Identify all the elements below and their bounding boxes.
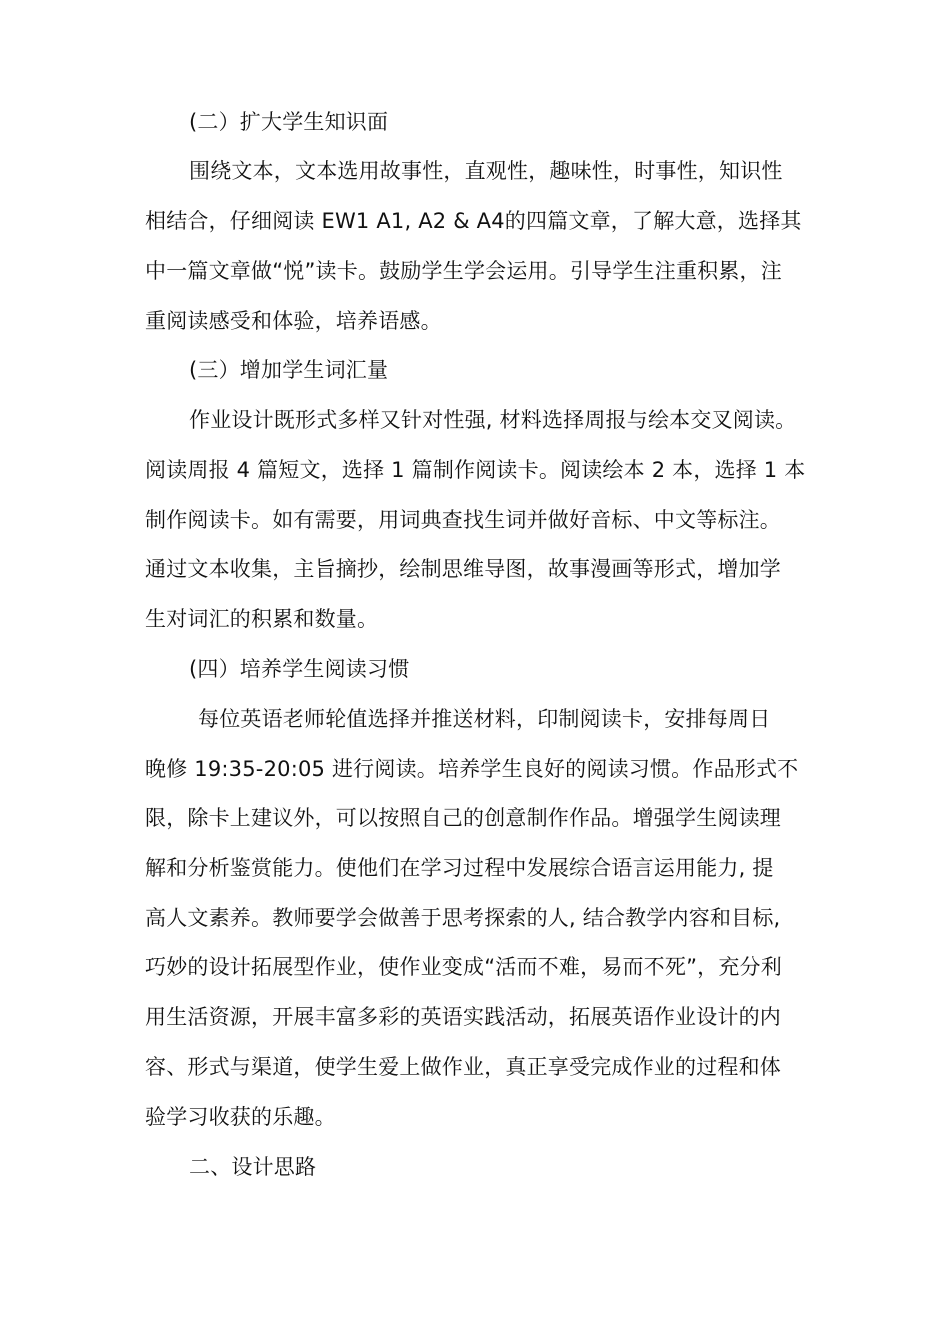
paragraph-line: 解和分析鉴赏能力。使他们在学习过程中发展综合语言运用能力, 提 xyxy=(145,856,774,880)
paragraph-line: 巧妙的设计拓展型作业，使作业变成“活而不难，易而不死”，充分利 xyxy=(145,955,782,979)
paragraph-line: 每位英语老师轮值选择并推送材料，印制阅读卡，安排每周日 xyxy=(198,707,771,731)
paragraph-line: 限，除卡上建议外，可以按照自己的创意制作作品。增强学生阅读理 xyxy=(145,806,781,830)
paragraph-line: 验学习收获的乐趣。 xyxy=(145,1105,336,1129)
paragraph-line: 相结合，仔细阅读 EW1 A1, A2 & A4的四篇文章，了解大意，选择其 xyxy=(145,209,802,233)
section-heading-2: (二）扩大学生知识面 xyxy=(189,110,389,134)
paragraph-line: 通过文本收集，主旨摘抄，绘制思维导图，故事漫画等形式，增加学 xyxy=(145,557,781,581)
paragraph-line: 容、形式与渠道，使学生爱上做作业，真正享受完成作业的过程和体 xyxy=(145,1055,781,1079)
paragraph-line: 生对词汇的积累和数量。 xyxy=(145,607,379,631)
section-heading-4: (四）培养学生阅读习惯 xyxy=(189,657,410,681)
paragraph-line: 中一篇文章做“悦”读卡。鼓励学生学会运用。引导学生注重积累，注 xyxy=(145,259,782,283)
paragraph-line: 阅读周报 4 篇短文，选择 1 篇制作阅读卡。阅读绘本 2 本，选择 1 本 xyxy=(145,458,806,482)
paragraph-line: 围绕文本，文本选用故事性，直观性，趣味性，时事性，知识性 xyxy=(189,159,783,183)
paragraph-line: 晚修 19:35-20:05 进行阅读。培养学生良好的阅读习惯。作品形式不 xyxy=(145,757,799,781)
section-heading-3: (三）增加学生词汇量 xyxy=(189,358,389,382)
paragraph-line: 用生活资源，开展丰富多彩的英语实践活动，拓展英语作业设计的内 xyxy=(145,1005,781,1029)
section-heading-design-ideas: 二、设计思路 xyxy=(189,1155,317,1179)
paragraph-line: 制作阅读卡。如有需要，用词典查找生词并做好音标、中文等标注。 xyxy=(145,508,781,532)
paragraph-line: 作业设计既形式多样又针对性强, 材料选择周报与绘本交叉阅读。 xyxy=(189,408,797,432)
paragraph-line: 高人文素养。教师要学会做善于思考探索的人, 结合教学内容和目标, xyxy=(145,906,781,930)
paragraph-line: 重阅读感受和体验，培养语感。 xyxy=(145,309,442,333)
